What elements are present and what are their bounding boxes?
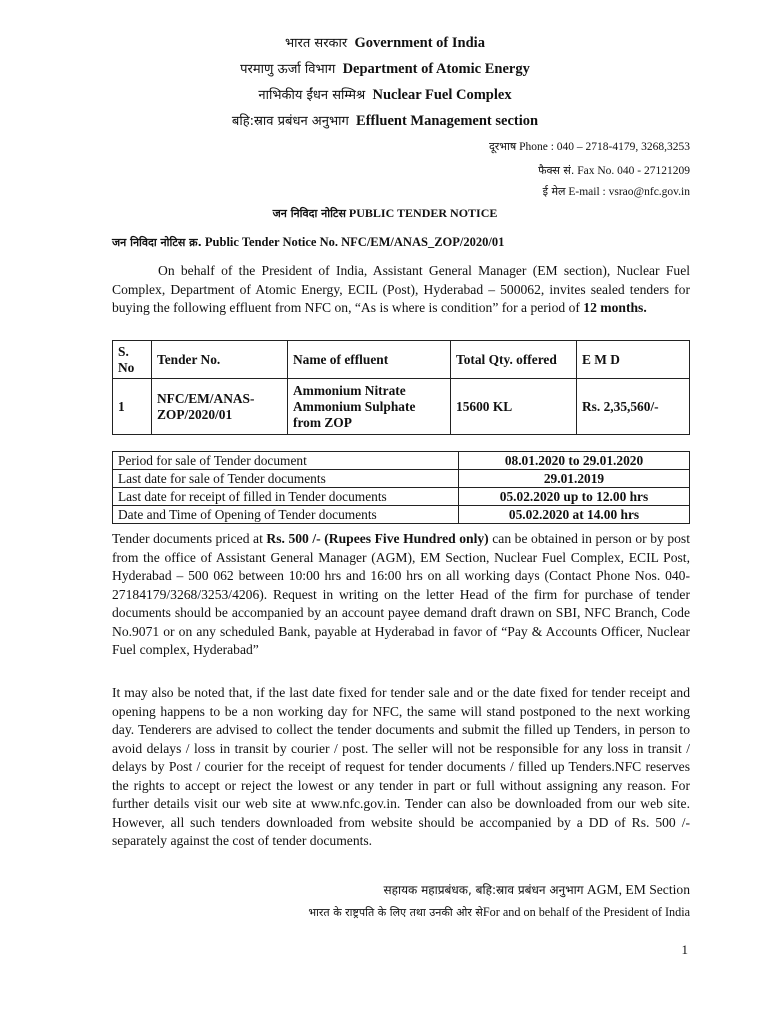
intro-text: On behalf of the President of India, Assistant General Manager (EM section), Nuclear Fuel Complex, Department of Atomic Energy, ECIL (Post), Hyderabad – 500062, invites sealed tenders for buying the following effluent from NFC on, “As is where is condition” for a period of — [112, 263, 690, 315]
header-hindi: परमाणु ऊर्जा विभाग — [240, 62, 336, 77]
schedule-table — [112, 451, 690, 524]
header-hindi: नाभिकीय ईंधन सम्मिश्र — [258, 88, 366, 103]
tender-documents-paragraph — [112, 530, 690, 660]
notice-title-hindi: जन निविदा नोटिस — [272, 207, 346, 220]
cell-sno: 1 — [113, 379, 152, 435]
notice-number-hindi: जन निविदा नोटिस क्र. — [112, 236, 202, 249]
table-row — [113, 506, 690, 524]
signature-designation — [383, 881, 690, 898]
header-effluent: Name of effluent — [288, 341, 451, 379]
header-sno: S. No — [113, 341, 152, 379]
fax-text: Fax No. 040 - 27121209 — [577, 165, 690, 177]
intro-paragraph — [112, 262, 690, 318]
header-english: Effluent Management section — [356, 113, 539, 129]
notes-paragraph — [112, 684, 690, 851]
header-english: Nuclear Fuel Complex — [372, 87, 512, 103]
page-number: 1 — [681, 942, 688, 957]
header-emd: E M D — [577, 341, 690, 379]
notice-number — [112, 235, 504, 250]
signature-behalf — [308, 905, 690, 920]
schedule-label: Period for sale of Tender document — [113, 452, 459, 470]
header-line-department — [0, 59, 770, 78]
header-tender-no: Tender No. — [152, 341, 288, 379]
phone-label-hindi: दूरभाष — [488, 140, 517, 153]
behalf-english: For and on behalf of the President of India — [482, 905, 690, 919]
para2-after: can be obtained in person or by post from the office of Assistant General Manager (AGM), EM Section, Nuclear Fuel Complex, ECIL Post, Hyderabad – 500 062 between 10:00 hrs and 16:00 hrs on all working days (Contact Phone Nos. 040-27184179/3268/3253/4206). Request in writing on the letter Head of the firm for purchase of tender documents should be accompanied by an account payee demand draft drawn on SBI, NFC Branch, Code No.9071 or on any scheduled Bank, payable at Hyderabad in favor of “Pay & Accounts Officer, Nuclear Fuel complex, Hyderabad” — [112, 531, 690, 657]
email-label-hindi: ई मेल — [542, 185, 566, 198]
email-text: E-mail : vsrao@nfc.gov.in — [568, 186, 690, 198]
table-row — [113, 488, 690, 506]
para2-before: Tender documents priced at — [112, 531, 267, 546]
cell-tender-no: NFC/EM/ANAS-ZOP/2020/01 — [152, 379, 288, 435]
table-row — [113, 470, 690, 488]
header-english: Department of Atomic Energy — [342, 61, 530, 77]
schedule-value: 29.01.2019 — [459, 470, 690, 488]
schedule-value: 05.02.2020 up to 12.00 hrs — [459, 488, 690, 506]
header-hindi: बहि:स्राव प्रबंधन अनुभाग — [231, 114, 349, 129]
notice-title-english: PUBLIC TENDER NOTICE — [348, 206, 498, 220]
cell-emd: Rs. 2,35,560/- — [577, 379, 690, 435]
schedule-label: Date and Time of Opening of Tender documents — [113, 506, 459, 524]
contact-phone — [489, 139, 690, 154]
schedule-label: Last date for sale of Tender documents — [113, 470, 459, 488]
header-english: Government of India — [354, 35, 485, 51]
para2-price: Rs. 500 /- (Rupees Five Hundred only) — [266, 531, 489, 546]
fax-label-hindi: फैक्स सं. — [538, 164, 575, 177]
header-line-section — [0, 111, 770, 130]
contact-fax — [538, 163, 690, 178]
schedule-value: 05.02.2020 at 14.00 hrs — [459, 506, 690, 524]
para3-text: It may also be noted that, if the last date fixed for tender sale and or the date fixed for tender receipt and opening happens to be a non working day for NFC, the same will stand postponed to the next working day. Tenderers are advised to collect the tender documents and submit the filled up Tenders, in person to avoid delays / loss in transit by courier / post. The seller will not be responsible for any loss in transit / delays by Post / courier for the receipt of request for tender documents / filled up Tenders.NFC reserves the rights to accept or reject the lowest or any tender in part or full without assigning any reason. For further details visit our web site at www.nfc.gov.in. Tender can also be downloaded from our web site. However, all such tenders downloaded from website should be accompanied by a DD of Rs. 500 /- separately against the cost of tender documents. — [112, 685, 690, 848]
cell-effluent: Ammonium Nitrate Ammonium Sulphate from ZOP — [288, 379, 451, 435]
schedule-value: 08.01.2020 to 29.01.2020 — [459, 452, 690, 470]
phone-text: Phone : 040 – 2718-4179, 3268,3253 — [519, 141, 690, 153]
designation-english: AGM, EM Section — [586, 882, 690, 897]
table-row — [113, 452, 690, 470]
tender-table — [112, 340, 690, 435]
designation-hindi: सहायक महाप्रबंधक, बहि:स्राव प्रबंधन अनुभाग — [383, 883, 584, 897]
intro-period: 12 months. — [583, 300, 647, 315]
header-qty: Total Qty. offered — [451, 341, 577, 379]
notice-number-english: Public Tender Notice No. NFC/EM/ANAS_ZOP/2020/01 — [204, 235, 505, 249]
table-row — [113, 379, 690, 435]
header-hindi: भारत सरकार — [285, 36, 348, 51]
contact-email — [543, 184, 690, 199]
notice-title — [0, 206, 770, 221]
header-line-complex — [0, 85, 770, 104]
schedule-label: Last date for receipt of filled in Tender documents — [113, 488, 459, 506]
tender-table-header-row — [113, 341, 690, 379]
behalf-hindi: भारत के राष्ट्रपति के लिए तथा उनकी ओर से — [308, 906, 483, 919]
cell-qty: 15600 KL — [451, 379, 577, 435]
header-line-government — [0, 33, 770, 52]
